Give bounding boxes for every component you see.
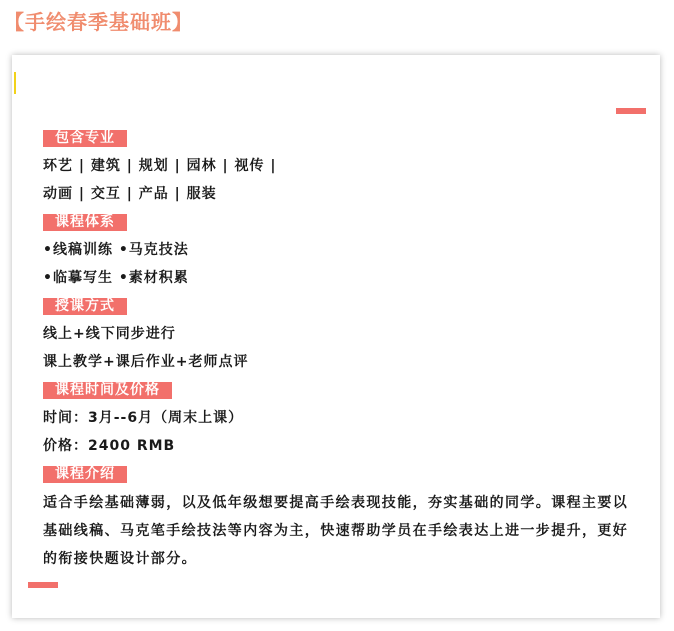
curriculum-line-1: •线稿训练 •马克技法 xyxy=(43,242,189,258)
section-label-majors: 包含专业 xyxy=(43,130,127,147)
teaching-line-1: 线上+线下同步进行 xyxy=(43,326,176,342)
intro-paragraph: 适合手绘基础薄弱，以及低年级想要提高手绘表现技能，夯实基础的同学。课程主要以基础线稿、马克笔手绘技法等内容为主，快速帮助学员在手绘表达上进一步提升，更好的衔接快题设计部分。 xyxy=(43,495,629,567)
time-line: 时间：3月--6月（周末上课） xyxy=(43,410,244,426)
section-label-teaching: 授课方式 xyxy=(43,298,127,315)
majors-line-2: 动画 | 交互 | 产品 | 服装 xyxy=(43,186,217,202)
page-title: 【手绘春季基础班】 xyxy=(4,10,193,34)
decor-bar-top xyxy=(616,108,646,114)
curriculum-line-2: •临摹写生 •素材积累 xyxy=(43,270,189,286)
price-line: 价格：2400 RMB xyxy=(43,438,176,454)
section-label-time-price: 课程时间及价格 xyxy=(43,382,172,399)
section-label-intro: 课程介绍 xyxy=(43,466,127,483)
teaching-line-2: 课上教学+课后作业+老师点评 xyxy=(43,354,249,370)
section-label-curriculum: 课程体系 xyxy=(43,214,127,231)
yellow-accent-bar xyxy=(14,72,16,94)
decor-bar-bottom xyxy=(28,582,58,588)
course-card xyxy=(12,55,660,618)
majors-line-1: 环艺 | 建筑 | 规划 | 园林 | 视传 | xyxy=(43,158,277,174)
